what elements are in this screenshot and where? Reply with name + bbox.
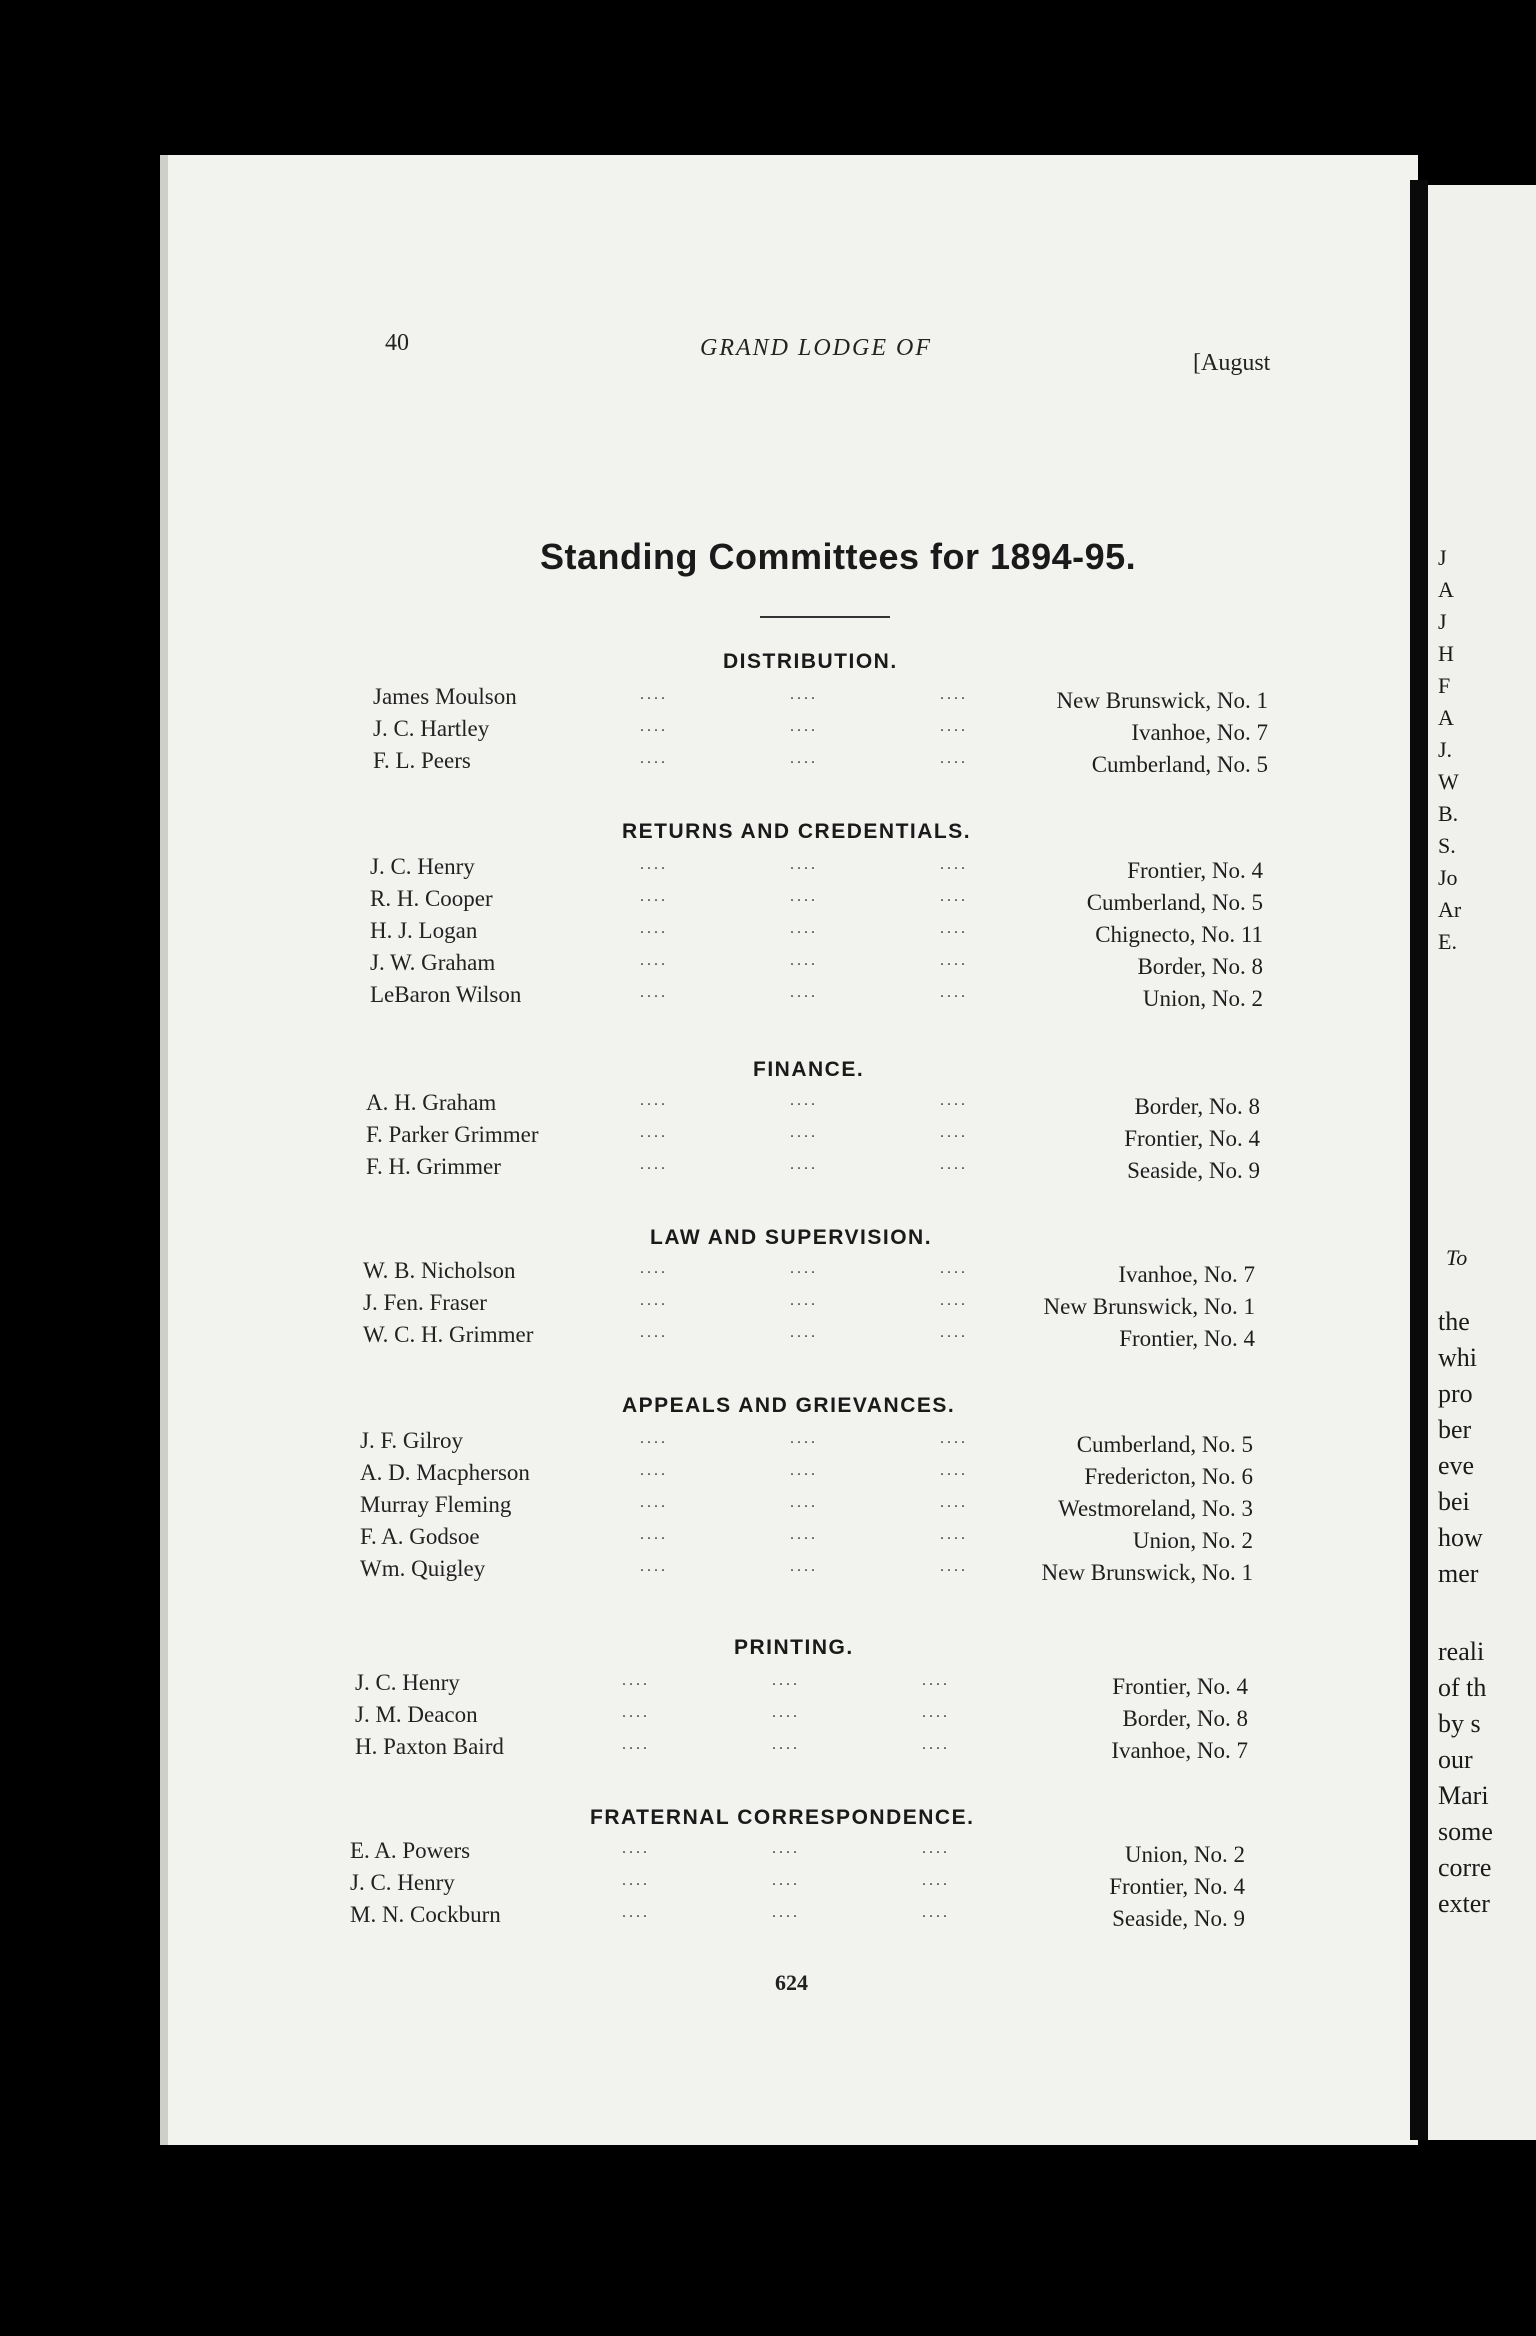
leader-dots: .... [640, 856, 668, 873]
leader-dots: .... [790, 686, 818, 703]
leader-dots: .... [940, 952, 968, 969]
leader-dots: .... [622, 1904, 650, 1921]
leader-dots: .... [940, 888, 968, 905]
page-number: 40 [385, 330, 409, 356]
lodge-name: Frontier, No. 4 [1119, 1326, 1255, 1351]
leader-dots: .... [790, 1324, 818, 1341]
leader-dots: .... [640, 1558, 668, 1575]
leader-dots: .... [640, 1494, 668, 1511]
lodge-name: Cumberland, No. 5 [1076, 1432, 1253, 1457]
leader-dots: .... [790, 1430, 818, 1447]
member-name: W. B. Nicholson [363, 1258, 516, 1283]
facing-page-word: some [1438, 1817, 1493, 1846]
lodge-name: Chignecto, No. 11 [1095, 922, 1263, 947]
leader-dots: .... [940, 856, 968, 873]
section-heading: PRINTING. [734, 1636, 854, 1659]
member-name: H. Paxton Baird [355, 1734, 504, 1759]
facing-page-word: eve [1438, 1451, 1475, 1480]
leader-dots: .... [940, 1430, 968, 1447]
lodge-name: Fredericton, No. 6 [1084, 1464, 1253, 1489]
lodge-name: Frontier, No. 4 [1112, 1674, 1248, 1699]
section-heading: FINANCE. [753, 1058, 865, 1081]
leader-dots: .... [640, 920, 668, 937]
leader-dots: .... [622, 1704, 650, 1721]
leader-dots: .... [640, 686, 668, 703]
leader-dots: .... [640, 1292, 668, 1309]
facing-page-italic: To [1446, 1245, 1468, 1270]
leader-dots: .... [922, 1904, 950, 1921]
leader-dots: .... [922, 1840, 950, 1857]
lodge-name: Frontier, No. 4 [1127, 858, 1263, 883]
lodge-name: Westmoreland, No. 3 [1058, 1496, 1253, 1521]
facing-page-word: bei [1438, 1487, 1470, 1516]
leader-dots: .... [940, 984, 968, 1001]
leader-dots: .... [940, 718, 968, 735]
lodge-name: Union, No. 2 [1142, 986, 1263, 1011]
member-name: H. J. Logan [370, 918, 478, 943]
facing-page-word: by s [1438, 1709, 1481, 1738]
facing-page-initial: Ar [1438, 897, 1462, 922]
member-name: F. A. Godsoe [360, 1524, 480, 1549]
title-rule [760, 616, 890, 618]
facing-page-word: Mari [1438, 1781, 1489, 1810]
leader-dots: .... [790, 888, 818, 905]
leader-dots: .... [772, 1704, 800, 1721]
facing-page-initial: A [1438, 577, 1454, 602]
leader-dots: .... [790, 1462, 818, 1479]
leader-dots: .... [940, 686, 968, 703]
leader-dots: .... [940, 1494, 968, 1511]
leader-dots: .... [640, 1124, 668, 1141]
lodge-name: New Brunswick, No. 1 [1056, 688, 1268, 713]
facing-page-word: exter [1438, 1889, 1490, 1918]
member-name: Wm. Quigley [360, 1556, 486, 1581]
leader-dots: .... [772, 1672, 800, 1689]
leader-dots: .... [922, 1736, 950, 1753]
leader-dots: .... [790, 1260, 818, 1277]
book-gutter [1410, 180, 1428, 2140]
member-name: E. A. Powers [350, 1838, 471, 1863]
facing-page-initial: J. [1438, 737, 1453, 762]
leader-dots: .... [790, 920, 818, 937]
leader-dots: .... [640, 718, 668, 735]
facing-page-word: pro [1438, 1379, 1473, 1408]
leader-dots: .... [790, 984, 818, 1001]
facing-page-word: how [1438, 1523, 1483, 1552]
leader-dots: .... [640, 1526, 668, 1543]
leader-dots: .... [640, 1260, 668, 1277]
leader-dots: .... [790, 1156, 818, 1173]
facing-page-word: the [1438, 1307, 1470, 1336]
facing-page-initial: F [1438, 673, 1451, 698]
member-name: A. D. Macpherson [360, 1460, 530, 1485]
leader-dots: .... [940, 1462, 968, 1479]
member-name: J. C. Henry [355, 1670, 460, 1695]
lodge-name: Seaside, No. 9 [1127, 1158, 1260, 1183]
facing-page-word: whi [1438, 1343, 1477, 1372]
leader-dots: .... [940, 1260, 968, 1277]
leader-dots: .... [622, 1672, 650, 1689]
running-title: GRAND LODGE OF [700, 335, 932, 361]
leader-dots: .... [640, 750, 668, 767]
lodge-name: Frontier, No. 4 [1109, 1874, 1245, 1899]
lodge-name: Frontier, No. 4 [1124, 1126, 1260, 1151]
leader-dots: .... [790, 1558, 818, 1575]
facing-page-word: reali [1438, 1637, 1485, 1666]
member-name: J. C. Henry [350, 1870, 455, 1895]
leader-dots: .... [622, 1872, 650, 1889]
facing-page-word: mer [1438, 1559, 1479, 1588]
lodge-name: New Brunswick, No. 1 [1043, 1294, 1255, 1319]
facing-page-initial: E. [1438, 929, 1457, 954]
member-name: LeBaron Wilson [370, 982, 522, 1007]
member-name: F. Parker Grimmer [366, 1122, 539, 1147]
member-name: J. W. Graham [370, 950, 496, 975]
member-name: M. N. Cockburn [350, 1902, 501, 1927]
lodge-name: Union, No. 2 [1124, 1842, 1245, 1867]
section-heading: DISTRIBUTION. [723, 650, 898, 673]
member-name: J. Fen. Fraser [363, 1290, 487, 1315]
member-name: R. H. Cooper [370, 886, 493, 911]
leader-dots: .... [790, 750, 818, 767]
member-name: J. M. Deacon [355, 1702, 478, 1727]
leader-dots: .... [940, 920, 968, 937]
leader-dots: .... [640, 1092, 668, 1109]
facing-page-fragment [1428, 185, 1536, 2140]
leader-dots: .... [640, 984, 668, 1001]
facing-page-initial: B. [1438, 801, 1459, 826]
leader-dots: .... [940, 1156, 968, 1173]
leader-dots: .... [640, 1324, 668, 1341]
leader-dots: .... [940, 1092, 968, 1109]
leader-dots: .... [790, 1526, 818, 1543]
leader-dots: .... [922, 1672, 950, 1689]
lodge-name: Ivanhoe, No. 7 [1118, 1262, 1255, 1287]
leader-dots: .... [940, 1124, 968, 1141]
facing-page-initial: Jo [1438, 865, 1458, 890]
leader-dots: .... [790, 952, 818, 969]
lodge-name: Ivanhoe, No. 7 [1131, 720, 1268, 745]
leader-dots: .... [640, 888, 668, 905]
lodge-name: Ivanhoe, No. 7 [1111, 1738, 1248, 1763]
leader-dots: .... [790, 856, 818, 873]
lodge-name: New Brunswick, No. 1 [1041, 1560, 1253, 1585]
lodge-name: Cumberland, No. 5 [1091, 752, 1268, 777]
leader-dots: .... [772, 1736, 800, 1753]
leader-dots: .... [640, 1156, 668, 1173]
facing-page-word: our [1438, 1745, 1473, 1774]
facing-page-initial: J [1438, 609, 1447, 634]
lodge-name: Cumberland, No. 5 [1086, 890, 1263, 915]
leader-dots: .... [790, 1292, 818, 1309]
leader-dots: .... [940, 1558, 968, 1575]
leader-dots: .... [940, 1526, 968, 1543]
leader-dots: .... [940, 1292, 968, 1309]
section-heading: RETURNS AND CREDENTIALS. [622, 820, 972, 843]
member-name: F. H. Grimmer [366, 1154, 501, 1179]
leader-dots: .... [922, 1704, 950, 1721]
facing-page-initial: H [1438, 641, 1454, 666]
leader-dots: .... [790, 718, 818, 735]
member-name: A. H. Graham [366, 1090, 497, 1115]
leader-dots: .... [640, 1462, 668, 1479]
facing-page-initial: J [1438, 545, 1447, 570]
member-name: Murray Fleming [360, 1492, 512, 1517]
leader-dots: .... [790, 1124, 818, 1141]
member-name: J. C. Henry [370, 854, 475, 879]
lodge-name: Border, No. 8 [1137, 954, 1263, 979]
leader-dots: .... [622, 1840, 650, 1857]
lodge-name: Seaside, No. 9 [1112, 1906, 1245, 1931]
leader-dots: .... [922, 1872, 950, 1889]
leader-dots: .... [640, 1430, 668, 1447]
member-name: James Moulson [373, 684, 517, 709]
leader-dots: .... [772, 1904, 800, 1921]
leader-dots: .... [772, 1840, 800, 1857]
leader-dots: .... [640, 952, 668, 969]
facing-page-initial: S. [1438, 833, 1456, 858]
leader-dots: .... [790, 1494, 818, 1511]
leader-dots: .... [772, 1872, 800, 1889]
footer-number: 624 [775, 1970, 808, 1995]
leader-dots: .... [940, 750, 968, 767]
facing-page-word: ber [1438, 1415, 1472, 1444]
section-heading: FRATERNAL CORRESPONDENCE. [590, 1806, 975, 1829]
section-heading: APPEALS AND GRIEVANCES. [622, 1394, 956, 1417]
facing-page-initial: A [1438, 705, 1454, 730]
member-name: J. F. Gilroy [360, 1428, 463, 1453]
lodge-name: Border, No. 8 [1134, 1094, 1260, 1119]
member-name: J. C. Hartley [373, 716, 490, 741]
page-title: Standing Committees for 1894-95. [540, 536, 1137, 577]
leader-dots: .... [622, 1736, 650, 1753]
lodge-name: Border, No. 8 [1122, 1706, 1248, 1731]
member-name: F. L. Peers [373, 748, 471, 773]
member-name: W. C. H. Grimmer [363, 1322, 534, 1347]
lodge-name: Union, No. 2 [1132, 1528, 1253, 1553]
leader-dots: .... [790, 1092, 818, 1109]
section-heading: LAW AND SUPERVISION. [650, 1226, 933, 1249]
leader-dots: .... [940, 1324, 968, 1341]
facing-page-word: of th [1438, 1673, 1487, 1702]
facing-page-initial: W [1438, 769, 1459, 794]
facing-page-word: corre [1438, 1853, 1492, 1882]
running-month: [August [1193, 350, 1271, 376]
